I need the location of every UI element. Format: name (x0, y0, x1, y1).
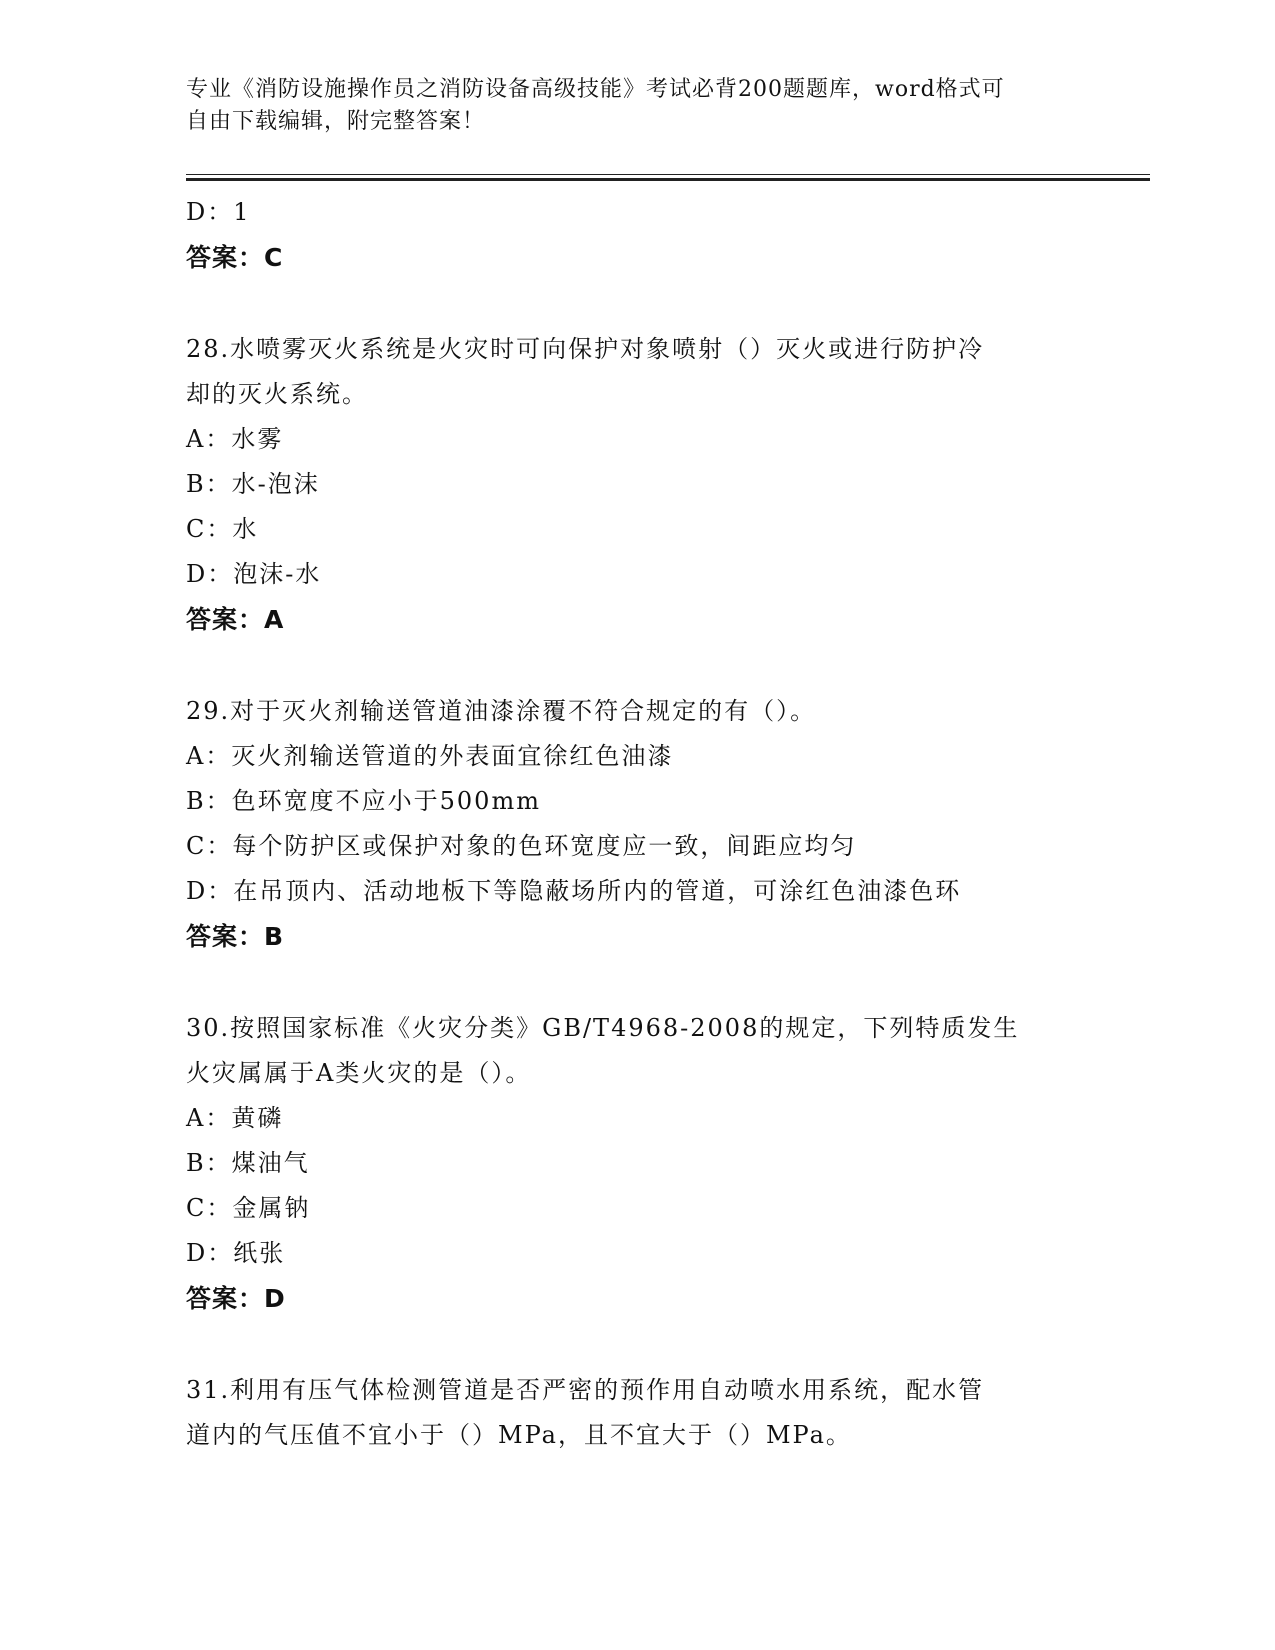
question-29 (186, 689, 1086, 959)
option-b: B：色环宽度不应小于500mm (186, 787, 541, 815)
header-line-2: 自由下载编辑，附完整答案！ (186, 109, 486, 134)
header-line-1: 专业《消防设施操作员之消防设备高级技能》考试必背200题题库，word格式可 (186, 77, 1005, 102)
answer: 答案：A (186, 605, 285, 634)
option-d: D：泡沫-水 (186, 560, 322, 588)
option-a: A：黄磷 (186, 1104, 284, 1132)
option-b: B：水-泡沫 (186, 470, 320, 498)
question-list (186, 190, 1086, 1458)
header-rule-thin (186, 174, 1150, 175)
document-header (186, 74, 1066, 138)
question-stem-line-1: 30.按照国家标准《火灾分类》GB/T4968-2008的规定，下列特质发生 (186, 1014, 1020, 1042)
question-stem-line-2: 却的灭火系统。 (186, 380, 368, 408)
option-c: C：水 (186, 515, 259, 543)
answer: 答案：D (186, 1284, 286, 1313)
option-b: B：煤油气 (186, 1149, 310, 1177)
question-stem-line-2: 火灾属属于A类火灾的是（）。 (186, 1059, 532, 1087)
answer: 答案：B (186, 922, 285, 951)
question-28 (186, 327, 1086, 642)
option-c: C：金属钠 (186, 1194, 311, 1222)
option-a: A：灭火剂输送管道的外表面宜徐红色油漆 (186, 742, 674, 770)
option-d: D：在吊顶内、活动地板下等隐蔽场所内的管道，可涂红色油漆色环 (186, 877, 962, 905)
prev-answer: 答案：C (186, 243, 284, 272)
option-c: C：每个防护区或保护对象的色环宽度应一致，间距应均匀 (186, 832, 857, 860)
question-stem-line-1: 28.水喷雾灭火系统是火灾时可向保护对象喷射（）灭火或进行防护冷 (186, 335, 985, 363)
question-31 (186, 1368, 1086, 1458)
option-d: D：纸张 (186, 1239, 286, 1267)
question-stem-line-1: 31.利用有压气体检测管道是否严密的预作用自动喷水用系统，配水管 (186, 1376, 985, 1404)
option-a: A：水雾 (186, 425, 284, 453)
prev-option-d: D：1 (186, 198, 251, 226)
question-stem-line-1: 29.对于灭火剂输送管道油漆涂覆不符合规定的有（）。 (186, 697, 817, 725)
question-30 (186, 1006, 1086, 1321)
header-rule-thick (186, 178, 1150, 181)
question-stem-line-2: 道内的气压值不宜小于（）MPa，且不宜大于（）MPa。 (186, 1421, 852, 1449)
